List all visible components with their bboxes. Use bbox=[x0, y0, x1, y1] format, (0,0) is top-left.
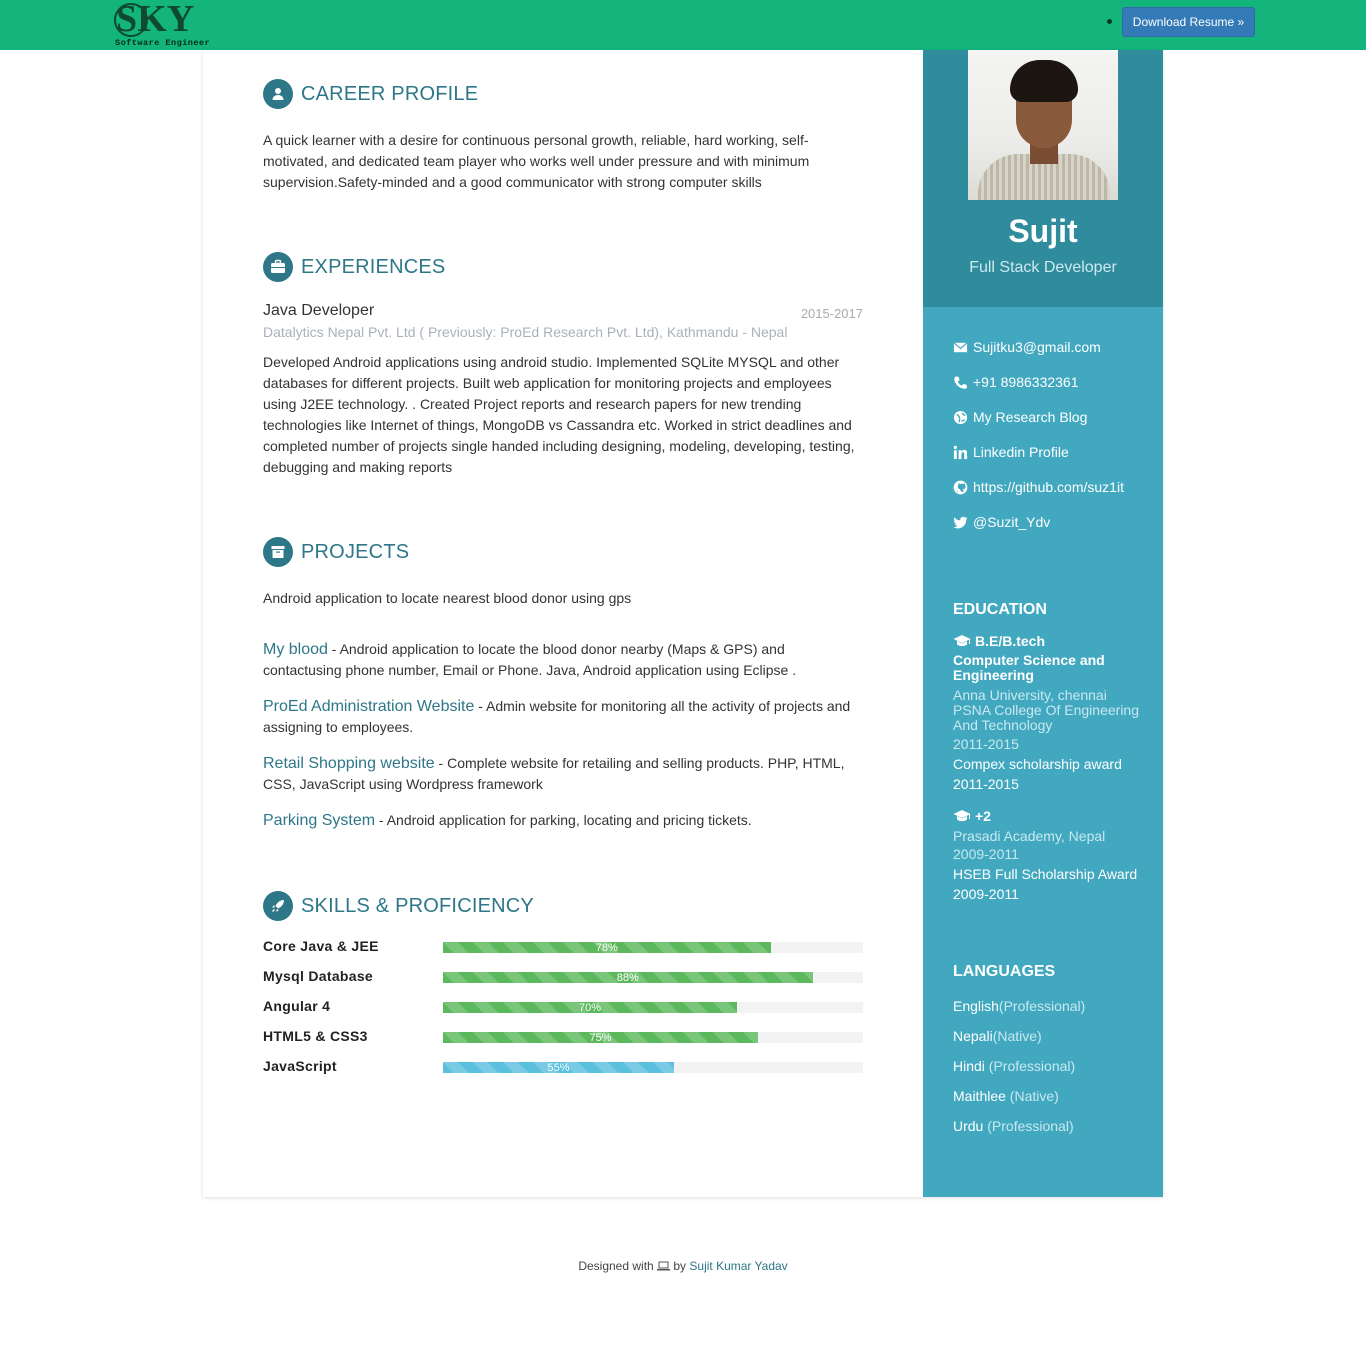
skill-name: Angular 4 bbox=[263, 998, 331, 1014]
profile-header bbox=[923, 50, 1163, 307]
language-level: (Native) bbox=[1005, 1088, 1059, 1104]
career-profile-text: A quick learner with a desire for continuous personal growth, reliable, hard working, self-motivated, and dedicated team player who works well under pressure and with minimum supervision.Safety-minded and a good communicator with strong computer skills bbox=[263, 132, 810, 190]
projects-intro: Android application to locate nearest blood donor using gps bbox=[263, 590, 632, 606]
education-time: 2009-2011 bbox=[953, 846, 1019, 862]
education-degree bbox=[953, 808, 991, 824]
education-award: Compex scholarship award 2011-2015 bbox=[953, 756, 1122, 792]
project-link-retail-shopping[interactable]: Retail Shopping website bbox=[263, 755, 435, 772]
briefcase-icon bbox=[263, 252, 293, 282]
skill-progress-bar bbox=[443, 972, 813, 983]
project-item bbox=[263, 696, 863, 738]
skills-title: SKILLS & PROFICIENCY bbox=[301, 894, 534, 917]
contact-email[interactable] bbox=[953, 339, 1101, 355]
project-desc: - Android application for parking, locating and pricing tickets. bbox=[375, 812, 752, 828]
education-award: HSEB Full Scholarship Award 2009-2011 bbox=[953, 866, 1138, 902]
github-icon bbox=[953, 480, 968, 495]
language-level: (Professional) bbox=[983, 1118, 1074, 1134]
graduation-cap-icon bbox=[953, 809, 971, 823]
job-role: Java Developer bbox=[263, 302, 375, 319]
main-content bbox=[203, 50, 923, 1197]
project-desc: - Android application to locate the blood donor nearby (Maps & GPS) and contactusing phone number, Email or Phone. Java, Android application using Eclipse . bbox=[263, 641, 797, 678]
experiences-heading bbox=[263, 252, 445, 282]
skill-percent-label: 78% bbox=[595, 942, 618, 954]
language-item bbox=[953, 1058, 1075, 1074]
skill-percent-label: 75% bbox=[589, 1032, 612, 1044]
top-navbar bbox=[0, 0, 1366, 50]
user-icon bbox=[263, 79, 293, 109]
skill-progress-bar bbox=[443, 1002, 737, 1013]
education-school: Anna University, chennai PSNA College Of Engineering And Technology bbox=[953, 687, 1139, 733]
download-resume-button[interactable]: Download Resume » bbox=[1122, 7, 1255, 37]
skill-progress-track bbox=[443, 942, 863, 953]
footer-by: by bbox=[670, 1259, 690, 1273]
education-degree-text: +2 bbox=[975, 808, 991, 824]
skill-row bbox=[263, 1028, 863, 1044]
job-company: Datalytics Nepal Pvt. Ltd ( Previously: ProEd Research Pvt. Ltd), Kathmandu - Nepal bbox=[263, 324, 788, 340]
language-item bbox=[953, 1118, 1074, 1134]
career-profile-title: CAREER PROFILE bbox=[301, 82, 479, 105]
brand-logo[interactable] bbox=[114, 1, 228, 49]
project-item bbox=[263, 753, 863, 795]
skill-percent-label: 88% bbox=[616, 972, 639, 984]
skill-name: Core Java & JEE bbox=[263, 938, 379, 954]
skill-progress-bar bbox=[443, 1062, 674, 1073]
skill-name: JavaScript bbox=[263, 1058, 337, 1074]
profile-photo bbox=[968, 50, 1118, 200]
laptop-icon bbox=[657, 1261, 670, 1271]
language-item bbox=[953, 1088, 1059, 1104]
project-item bbox=[263, 639, 863, 681]
project-link-my-blood[interactable]: My blood bbox=[263, 641, 328, 658]
skills-heading bbox=[263, 891, 534, 921]
language-item bbox=[953, 1028, 1042, 1044]
skill-progress-bar bbox=[443, 1032, 758, 1043]
projects-heading bbox=[263, 537, 409, 567]
contact-linkedin[interactable] bbox=[953, 444, 1069, 460]
language-name: Urdu bbox=[953, 1118, 984, 1134]
project-link-proed-admin[interactable]: ProEd Administration Website bbox=[263, 698, 475, 715]
skill-progress-bar bbox=[443, 942, 771, 953]
envelope-icon bbox=[953, 340, 968, 355]
language-name: English bbox=[953, 998, 999, 1014]
contact-linkedin-text: Linkedin Profile bbox=[973, 444, 1069, 460]
projects-title: PROJECTS bbox=[301, 540, 410, 563]
project-link-parking-system[interactable]: Parking System bbox=[263, 812, 376, 829]
contact-twitter[interactable] bbox=[953, 514, 1050, 530]
skill-name: HTML5 & CSS3 bbox=[263, 1028, 368, 1044]
skill-row bbox=[263, 1058, 863, 1074]
skill-progress-track bbox=[443, 1002, 863, 1013]
education-degree bbox=[953, 633, 1045, 649]
project-desc: - Complete website for retailing and selling products. PHP, HTML, CSS, JavaScript using Wordpress framework bbox=[263, 755, 845, 792]
footer bbox=[0, 1259, 1366, 1273]
contact-phone-text: +91 8986332361 bbox=[973, 374, 1079, 390]
globe-icon bbox=[953, 410, 968, 425]
contact-github[interactable] bbox=[953, 479, 1124, 495]
language-name: Nepali bbox=[953, 1028, 993, 1044]
sidebar bbox=[923, 50, 1163, 1197]
education-time: 2011-2015 bbox=[953, 736, 1019, 752]
profile-tagline: Full Stack Developer bbox=[969, 259, 1117, 276]
skill-progress-track bbox=[443, 1032, 863, 1043]
skill-percent-label: 55% bbox=[547, 1062, 570, 1074]
experiences-title: EXPERIENCES bbox=[301, 255, 446, 278]
skill-row bbox=[263, 998, 863, 1014]
graduation-cap-icon bbox=[953, 634, 971, 648]
language-name: Hindi bbox=[953, 1058, 985, 1074]
education-school: Prasadi Academy, Nepal bbox=[953, 828, 1106, 844]
nav-bullet-icon bbox=[1107, 19, 1112, 24]
language-level: (Native) bbox=[992, 1028, 1042, 1044]
profile-name: Sujit bbox=[1008, 213, 1078, 249]
phone-icon bbox=[953, 375, 968, 390]
skill-row bbox=[263, 938, 863, 954]
linkedin-icon bbox=[953, 445, 968, 460]
job-details: Developed Android applications using android studio. Implemented SQLite MYSQL and other databases for different projects. Built web application for monitoring projects and employees using J2EE technology. . Created Project reports and research papers for new trending technologies like Internet of things, MongoDB vs Cassandra etc. Worked in strict deadlines and completed number of projects single handed including designing, modeling, developing, testing, debugging and making reports bbox=[263, 354, 855, 475]
logo-text: SKY bbox=[116, 0, 195, 40]
language-name: Maithlee bbox=[953, 1088, 1006, 1104]
logo-subtitle: Software Engineer bbox=[115, 38, 211, 48]
footer-prefix: Designed with bbox=[578, 1259, 654, 1273]
language-level: (Professional) bbox=[998, 998, 1086, 1014]
project-item bbox=[263, 810, 863, 831]
contact-blog[interactable] bbox=[953, 409, 1087, 425]
contact-blog-text: My Research Blog bbox=[973, 409, 1088, 425]
contact-phone[interactable] bbox=[953, 374, 1079, 390]
job-time: 2015-2017 bbox=[800, 306, 863, 321]
project-desc: - Admin website for monitoring all the activity of projects and assigning to employees. bbox=[263, 698, 851, 735]
language-level: (Professional) bbox=[984, 1058, 1076, 1074]
footer-author-link[interactable]: Sujit Kumar Yadav bbox=[689, 1259, 788, 1273]
rocket-icon bbox=[263, 891, 293, 921]
education-degree-text: B.E/B.tech bbox=[975, 633, 1046, 649]
twitter-icon bbox=[953, 515, 968, 530]
skill-row bbox=[263, 968, 863, 984]
skill-progress-track bbox=[443, 1062, 863, 1073]
contact-twitter-text: @Suzit_Ydv bbox=[973, 514, 1051, 530]
skill-name: Mysql Database bbox=[263, 968, 374, 984]
skill-progress-track bbox=[443, 972, 863, 983]
education-major: Computer Science and Engineering bbox=[953, 652, 1105, 683]
contact-github-text: https://github.com/suz1it bbox=[973, 479, 1124, 495]
archive-icon bbox=[263, 537, 293, 567]
languages-heading: LANGUAGES bbox=[953, 963, 1056, 980]
skill-percent-label: 70% bbox=[578, 1002, 602, 1014]
contact-email-text: Sujitku3@gmail.com bbox=[973, 339, 1101, 355]
language-item bbox=[953, 998, 1085, 1014]
education-heading: EDUCATION bbox=[953, 601, 1047, 618]
career-profile-heading bbox=[263, 79, 478, 109]
